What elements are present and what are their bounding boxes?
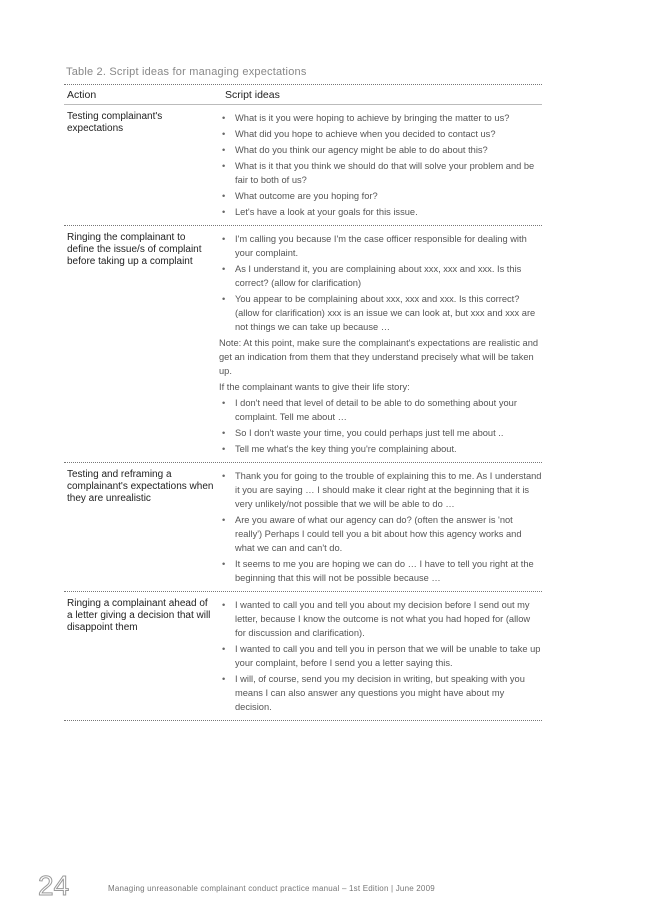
action-cell: Ringing the complainant to define the issue/s of complaint before taking up a complaint	[67, 232, 202, 267]
script-item: • I wanted to call you and tell you about my decision before I send out my letter, because I know the outcome is not what you had hoped for (allow for discussion and clarification).	[219, 598, 542, 640]
page-number: 24	[38, 870, 70, 901]
script-item: • It seems to me you are hoping we can do … I have to tell you right at the beginning that this will not be possible because …	[219, 557, 542, 585]
row-divider	[64, 720, 542, 721]
script-item: • What outcome are you hoping for?	[219, 189, 542, 203]
table-row	[64, 463, 542, 591]
table-row	[64, 226, 542, 462]
action-cell: Testing and reframing a complainant's expectations when they are unrealistic	[67, 469, 214, 504]
footer-title: Managing unreasonable complainant conduct practice manual – 1st Edition | June 2009	[108, 884, 435, 893]
script-list	[219, 111, 542, 219]
script-ideas-cell	[219, 469, 542, 587]
table-row	[64, 592, 542, 720]
script-list	[219, 232, 542, 334]
script-item: • So I don't waste your time, you could perhaps just tell me about ..	[219, 426, 542, 440]
script-item: • Tell me what's the key thing you're complaining about.	[219, 442, 542, 456]
script-item: • I wanted to call you and tell you in person that we will be unable to take up your complaint, before I send you a letter saying this.	[219, 642, 542, 670]
table-header-row	[64, 85, 542, 104]
script-item: • What is it you were hoping to achieve by bringing the matter to us?	[219, 111, 542, 125]
table-body	[64, 105, 542, 721]
action-cell: Ringing a complainant ahead of a letter giving a decision that will disappoint them	[67, 598, 211, 633]
script-item: • Are you aware of what our agency can do? (often the answer is 'not really') Perhaps I could tell you a bit about how this agency works and what we can and can't do.	[219, 513, 542, 555]
script-item: • You appear to be complaining about xxx, xxx and xxx. Is this correct? (allow for clarification) xxx is an issue we can look at, but xxx and xxx are not things we can take up because …	[219, 292, 542, 334]
script-list	[219, 469, 542, 585]
table-caption: Table 2. Script ideas for managing expectations	[66, 66, 307, 78]
page-footer	[38, 870, 618, 900]
header-action: Action	[67, 89, 97, 101]
script-list	[219, 598, 542, 714]
script-list	[219, 396, 542, 456]
script-note: If the complainant wants to give their life story:	[219, 382, 410, 392]
script-item: • I will, of course, send you my decision in writing, but speaking with you means I can also answer any questions you might have about my decision.	[219, 672, 542, 714]
script-ideas-cell	[219, 598, 542, 716]
script-item: • What did you hope to achieve when you decided to contact us?	[219, 127, 542, 141]
table-row	[64, 105, 542, 225]
script-item: • As I understand it, you are complaining about xxx, xxx and xxx. Is this correct? (allow for clarification)	[219, 262, 542, 290]
script-item: • What is it that you think we should do that will solve your problem and be fair to both of us?	[219, 159, 542, 187]
action-cell: Testing complainant's expectations	[67, 111, 163, 134]
header-script-ideas: Script ideas	[225, 89, 280, 101]
script-item: • Thank you for going to the trouble of explaining this to me. As I understand it you are saying … I should make it clear right at the beginning that it is very unlikely/not possible that we will be able to do …	[219, 469, 542, 511]
script-item: • Let's have a look at your goals for this issue.	[219, 205, 542, 219]
script-ideas-cell	[219, 111, 542, 221]
script-ideas-table	[64, 84, 542, 721]
script-item: • I'm calling you because I'm the case officer responsible for dealing with your complaint.	[219, 232, 542, 260]
script-item: • I don't need that level of detail to be able to do something about your complaint. Tell me about …	[219, 396, 542, 424]
script-item: • What do you think our agency might be able to do about this?	[219, 143, 542, 157]
script-ideas-cell	[219, 232, 542, 458]
script-note: Note: At this point, make sure the complainant's expectations are realistic and get an indication from them that they understand precisely what will be taken up.	[219, 338, 539, 376]
